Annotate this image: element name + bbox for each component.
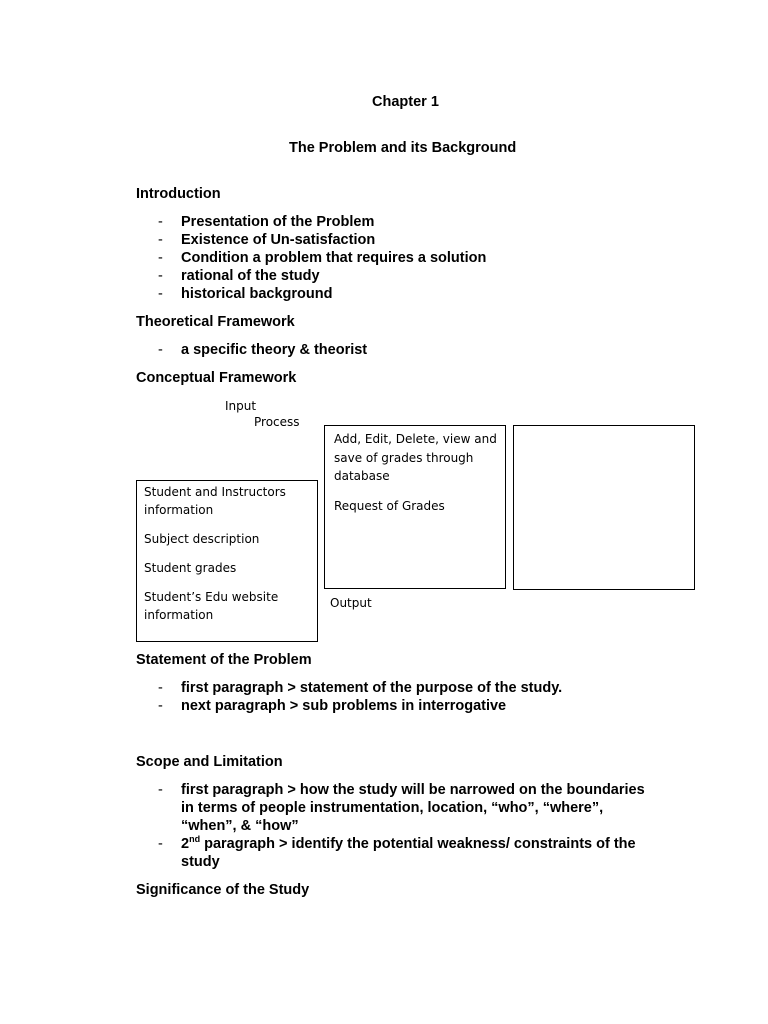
scope-item-line: in terms of people instrumentation, location, “who”, “where”, [181,800,604,816]
bullet-dash: - [158,836,163,852]
introduction-item: Presentation of the Problem [181,214,375,230]
conceptual-heading: Conceptual Framework [136,370,297,386]
process-box-line: save of grades through [334,451,474,465]
introduction-item: rational of the study [181,268,320,284]
input-box-line: information [144,608,214,622]
input-box-line: Student grades [144,561,237,575]
theoretical-heading: Theoretical Framework [136,314,295,330]
scope-item-line: “when”, & “how” [181,818,299,834]
bullet-dash: - [158,698,163,714]
scope-item-line: first paragraph > how the study will be narrowed on the boundaries [181,782,645,798]
introduction-item: Condition a problem that requires a solution [181,250,487,266]
statement-item: first paragraph > statement of the purpose of the study. [181,680,563,696]
scope-heading: Scope and Limitation [136,754,283,770]
introduction-heading: Introduction [136,186,221,202]
bullet-dash: - [158,342,163,358]
introduction-item: Existence of Un-satisfaction [181,232,376,248]
bullet-dash: - [158,782,163,798]
significance-heading: Significance of the Study [136,882,310,898]
input-box-line: Student’s Edu website [144,590,279,604]
input-box-line: information [144,503,214,517]
process-box-line: Request of Grades [334,499,445,513]
bullet-dash: - [158,286,163,302]
output-box [513,425,695,590]
input-label: Input [225,399,257,413]
input-box-line: Student and Instructors [144,485,286,499]
process-label: Process [254,415,300,429]
statement-item: next paragraph > sub problems in interrogative [181,698,507,714]
theoretical-item: a specific theory & theorist [181,342,368,358]
ordinal-number: 2 [181,836,190,852]
chapter-number: Chapter 1 [372,94,439,110]
scope-item-line: study [181,854,220,870]
introduction-item: historical background [181,286,333,302]
ordinal-suffix: nd [189,834,201,845]
scope-item-2 [181,835,636,853]
process-box-line: Add, Edit, Delete, view and [334,432,497,446]
output-label: Output [330,596,372,610]
bullet-dash: - [158,268,163,284]
scope-item-2-text: paragraph > identify the potential weakness/ constraints of the [200,836,636,852]
statement-heading: Statement of the Problem [136,652,312,668]
bullet-dash: - [158,214,163,230]
bullet-dash: - [158,680,163,696]
bullet-dash: - [158,232,163,248]
input-box-line: Subject description [144,532,260,546]
bullet-dash: - [158,250,163,266]
chapter-title: The Problem and its Background [289,140,517,156]
process-box-line: database [334,469,390,483]
